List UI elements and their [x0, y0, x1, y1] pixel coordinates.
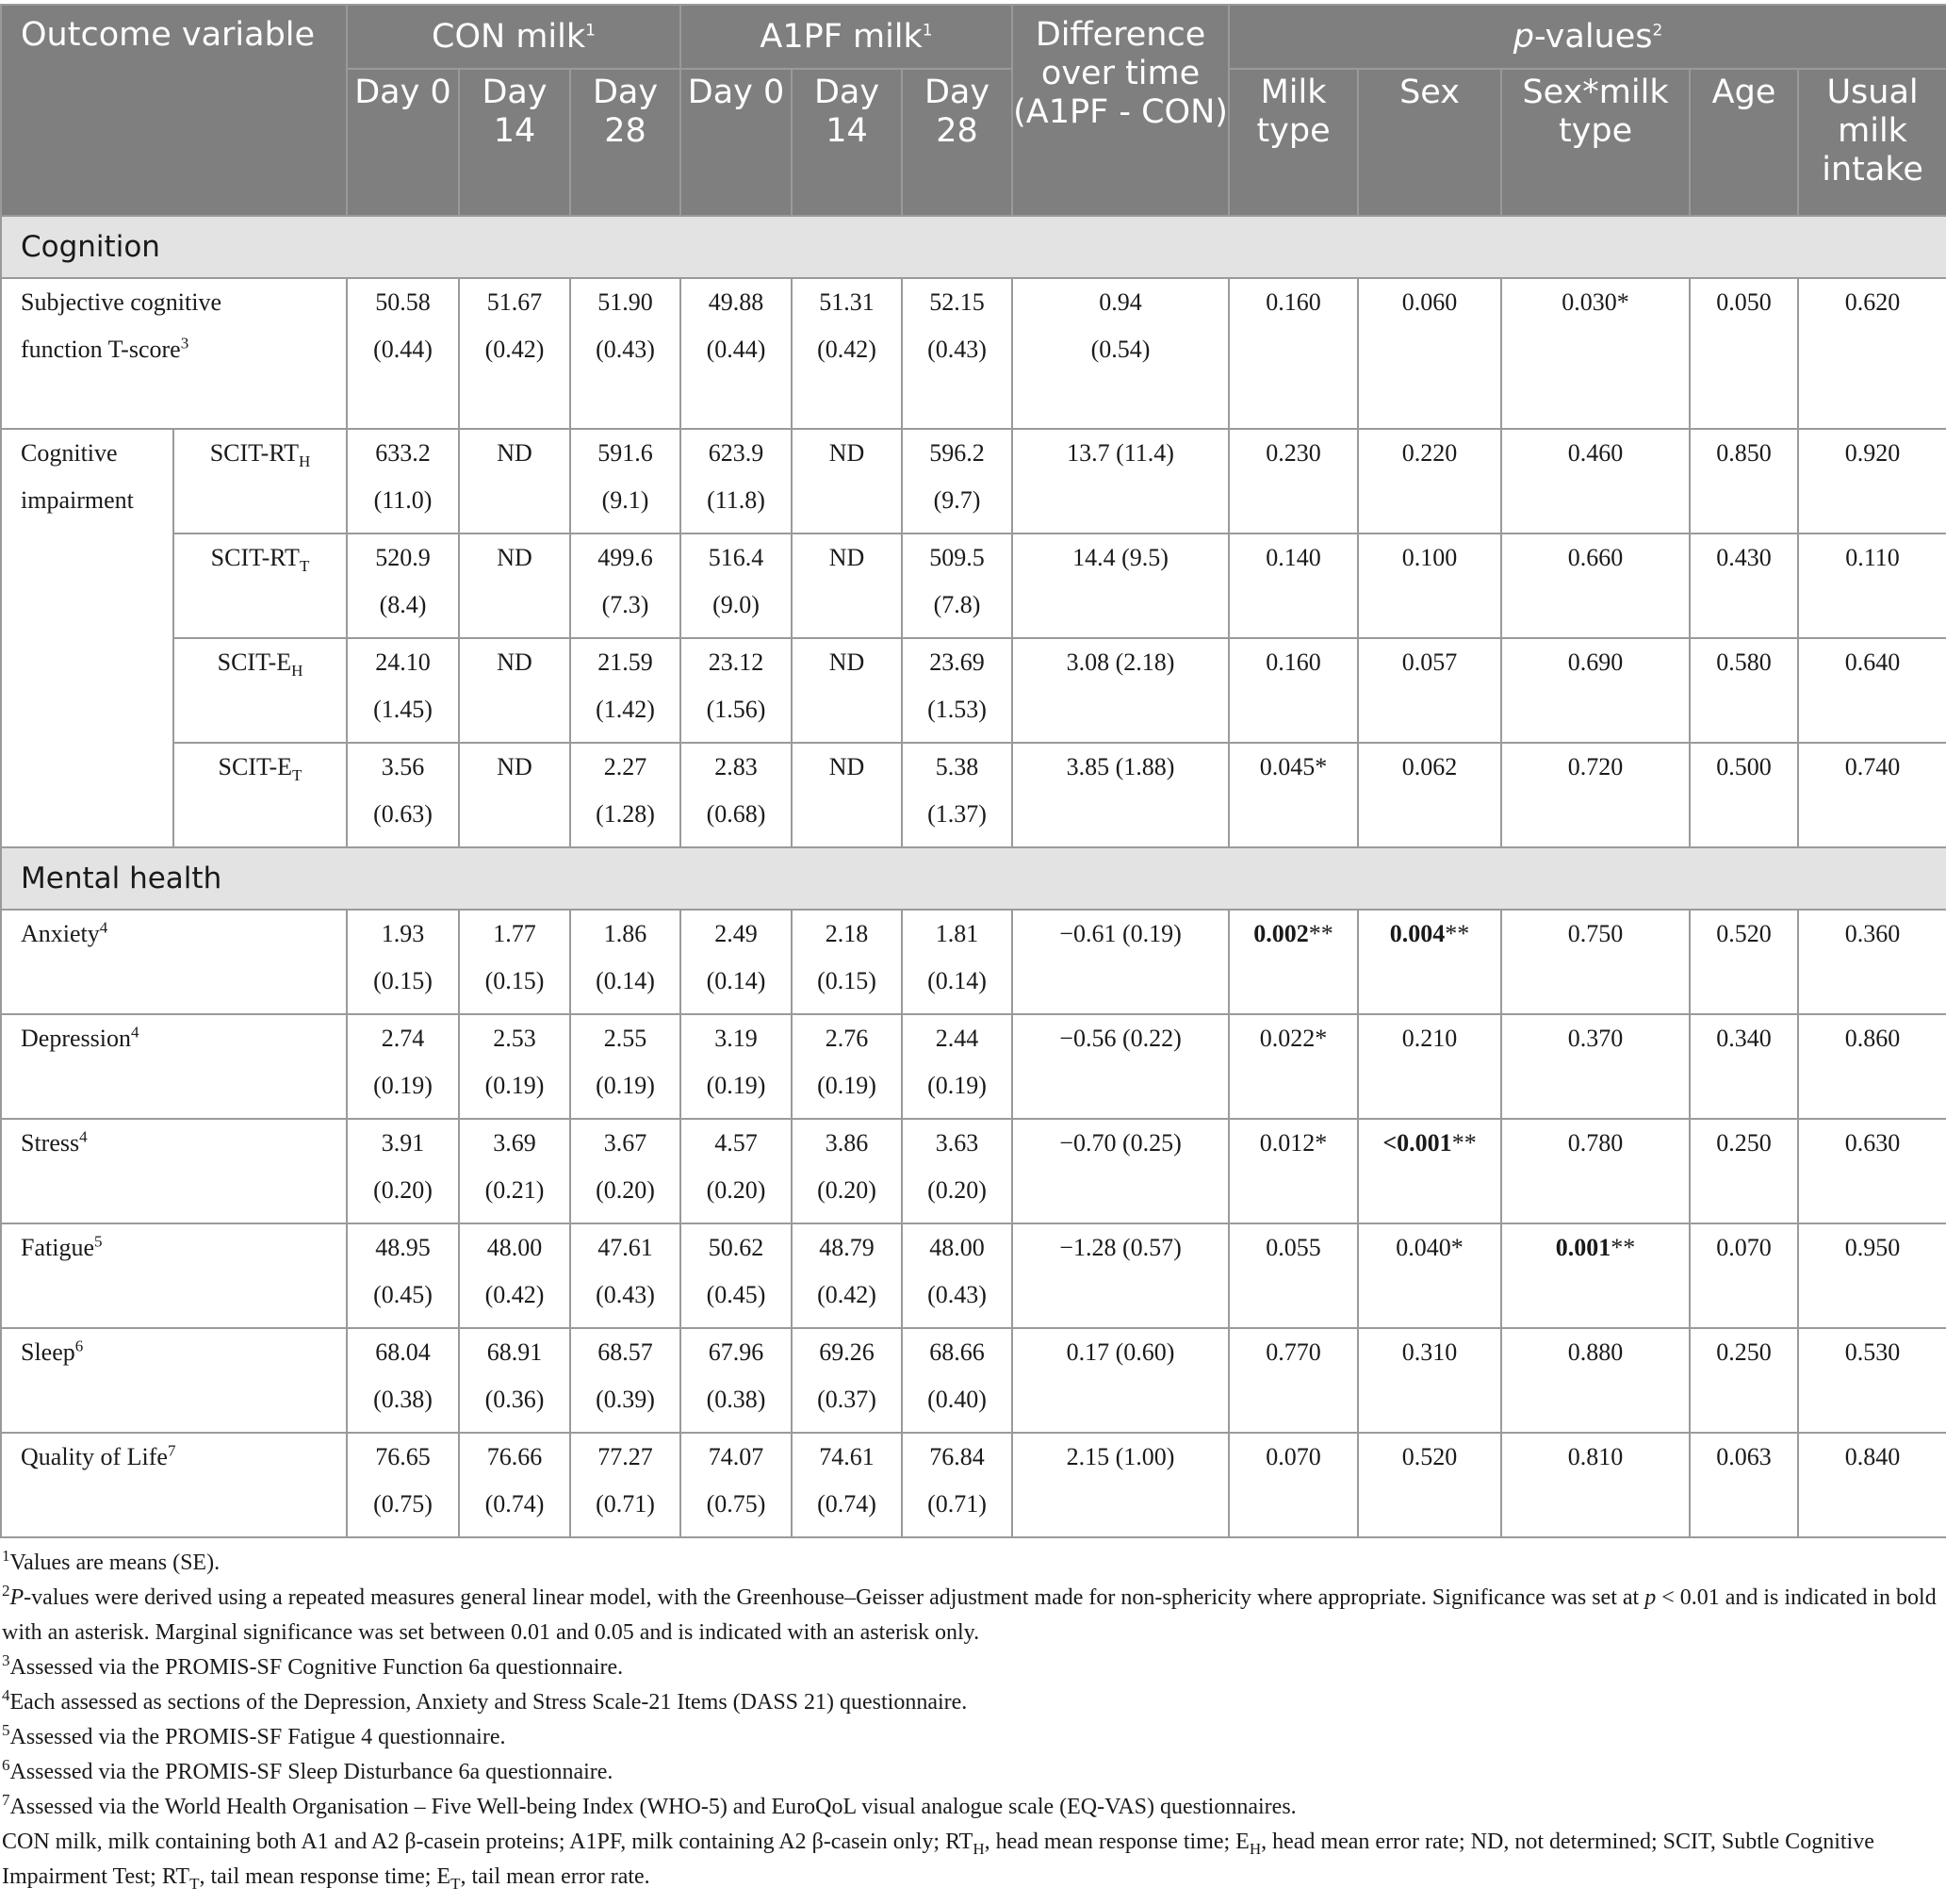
- table-cell: 3.08 (2.18): [1012, 638, 1229, 743]
- table-cell: 69.26 (0.37): [792, 1328, 902, 1433]
- footnote-1: $^1$Values are means (SE).: [2, 1547, 221, 1575]
- table-cell: −1.28 (0.57): [1012, 1223, 1229, 1328]
- table-cell: −0.61 (0.19): [1012, 910, 1229, 1014]
- table-cell: ND: [459, 533, 570, 638]
- header-difference: Difference over time (A1PF - CON): [1012, 5, 1229, 216]
- table-cell: 0.040*: [1358, 1223, 1501, 1328]
- table-cell: 0.160: [1229, 278, 1358, 429]
- table-cell: 48.95 (0.45): [347, 1223, 459, 1328]
- table-cell: 0.310: [1358, 1328, 1501, 1433]
- table-cell: 516.4 (9.0): [680, 533, 792, 638]
- table-cell: 0.780: [1501, 1119, 1690, 1223]
- table-cell: 499.6 (7.3): [570, 533, 680, 638]
- table-cell: 0.012*: [1229, 1119, 1358, 1223]
- footnote-3: $^3$Assessed via the PROMIS-SF Cognitive Function 6a questionnaire.: [2, 1651, 624, 1680]
- table-cell: 3.91 (0.20): [347, 1119, 459, 1223]
- table-cell: 0.620: [1798, 278, 1946, 429]
- table-cell: −0.70 (0.25): [1012, 1119, 1229, 1223]
- table-cell: 0.94 (0.54): [1012, 278, 1229, 429]
- table-cell: 0.850: [1690, 429, 1798, 533]
- table-cell: 52.15 (0.43): [902, 278, 1012, 429]
- table-cell: 0.17 (0.60): [1012, 1328, 1229, 1433]
- row-label: Fatigue$^5$: [1, 1223, 347, 1328]
- row-group-label: Cognitive impairment: [1, 429, 173, 847]
- table-cell: 3.69 (0.21): [459, 1119, 570, 1223]
- table-cell: 0.002**: [1229, 910, 1358, 1014]
- table-cell: ND: [792, 429, 902, 533]
- row-sublabel: SCIT-$E_H$: [173, 638, 347, 743]
- table-cell: 23.69 (1.53): [902, 638, 1012, 743]
- table-cell: 68.91 (0.36): [459, 1328, 570, 1433]
- table-cell: 68.57 (0.39): [570, 1328, 680, 1433]
- row-label: Stress$^4$: [1, 1119, 347, 1223]
- table-cell: 1.86 (0.14): [570, 910, 680, 1014]
- table-cell: 520.9 (8.4): [347, 533, 459, 638]
- table-cell: 0.360: [1798, 910, 1946, 1014]
- table-cell: 0.370: [1501, 1014, 1690, 1119]
- table-row: [1, 743, 1946, 847]
- table-cell: 0.520: [1690, 910, 1798, 1014]
- table-cell: 51.31 (0.42): [792, 278, 902, 429]
- footnote-6: $^6$Assessed via the PROMIS-SF Sleep Disturbance 6a questionnaire.: [2, 1756, 613, 1784]
- table-cell: 76.66 (0.74): [459, 1433, 570, 1537]
- table-cell: 0.530: [1798, 1328, 1946, 1433]
- table-cell: 0.057: [1358, 638, 1501, 743]
- row-sublabel: SCIT-$E_T$: [173, 743, 347, 847]
- table-cell: 68.04 (0.38): [347, 1328, 459, 1433]
- section-cognition: Cognition: [1, 216, 1946, 278]
- table-cell: 0.580: [1690, 638, 1798, 743]
- table-cell: 0.001**: [1501, 1223, 1690, 1328]
- table-cell: 50.62 (0.45): [680, 1223, 792, 1328]
- table-cell: 0.740: [1798, 743, 1946, 847]
- table-cell: ND: [792, 638, 902, 743]
- table-cell: 0.060: [1358, 278, 1501, 429]
- table-cell: 0.920: [1798, 429, 1946, 533]
- table-cell: 1.77 (0.15): [459, 910, 570, 1014]
- header-con-milk: CON milk$^1$: [347, 5, 680, 69]
- table-cell: 0.640: [1798, 638, 1946, 743]
- table-cell: 3.63 (0.20): [902, 1119, 1012, 1223]
- header-age: Age: [1690, 69, 1798, 216]
- row-label: Anxiety$^4$: [1, 910, 347, 1014]
- table-cell: 0.660: [1501, 533, 1690, 638]
- footnote-7: $^7$Assessed via the World Health Organisation – Five Well-being Index (WHO-5) and EuroQoL visual analogue scale (EQ-VAS) questionnaires.: [2, 1791, 1297, 1819]
- header-p-values: p-values$^2$: [1229, 5, 1946, 69]
- table-row: [1, 429, 1946, 533]
- row-sublabel: SCIT-$RT_T$: [173, 533, 347, 638]
- table-cell: 50.58 (0.44): [347, 278, 459, 429]
- table-cell: ND: [459, 429, 570, 533]
- table-cell: 0.070: [1229, 1433, 1358, 1537]
- table-cell: 2.15 (1.00): [1012, 1433, 1229, 1537]
- table-cell: 0.840: [1798, 1433, 1946, 1537]
- header-sex-milk-type: Sex*milk type: [1501, 69, 1690, 216]
- row-label: Quality of Life$^7$: [1, 1433, 347, 1537]
- header-a1pf-day28: Day 28: [902, 69, 1012, 216]
- table-cell: 0.230: [1229, 429, 1358, 533]
- table-cell: 3.56 (0.63): [347, 743, 459, 847]
- header-sex: Sex: [1358, 69, 1501, 216]
- table-cell: 51.90 (0.43): [570, 278, 680, 429]
- table-cell: 0.250: [1690, 1328, 1798, 1433]
- table-row: [1, 1014, 1946, 1119]
- table-cell: 3.67 (0.20): [570, 1119, 680, 1223]
- table-cell: 0.720: [1501, 743, 1690, 847]
- table-cell: 633.2 (11.0): [347, 429, 459, 533]
- table-cell: 0.070: [1690, 1223, 1798, 1328]
- table-cell: 76.65 (0.75): [347, 1433, 459, 1537]
- table-cell: 3.86 (0.20): [792, 1119, 902, 1223]
- header-con-day14: Day 14: [459, 69, 570, 216]
- table-cell: 509.5 (7.8): [902, 533, 1012, 638]
- row-sublabel: SCIT-$RT_H$: [173, 429, 347, 533]
- table-cell: 0.630: [1798, 1119, 1946, 1223]
- table-cell: 0.063: [1690, 1433, 1798, 1537]
- table-cell: 13.7 (11.4): [1012, 429, 1229, 533]
- table-row: [1, 1328, 1946, 1433]
- table-cell: 51.67 (0.42): [459, 278, 570, 429]
- table-row: [1, 533, 1946, 638]
- table-cell: 0.810: [1501, 1433, 1690, 1537]
- footnote-4: $^4$Each assessed as sections of the Depression, Anxiety and Stress Scale-21 Items (DASS 21) questionnaire.: [2, 1686, 968, 1715]
- table-cell: 596.2 (9.7): [902, 429, 1012, 533]
- table-cell: 0.520: [1358, 1433, 1501, 1537]
- header-a1pf-milk: A1PF milk$^1$: [680, 5, 1012, 69]
- table-cell: ND: [459, 638, 570, 743]
- table-row: [1, 1223, 1946, 1328]
- table-cell: ND: [792, 743, 902, 847]
- table-row: [1, 910, 1946, 1014]
- table-row: [1, 1433, 1946, 1537]
- table-cell: 0.500: [1690, 743, 1798, 847]
- table-cell: 77.27 (0.71): [570, 1433, 680, 1537]
- table-cell: 2.74 (0.19): [347, 1014, 459, 1119]
- table-cell: 48.00 (0.43): [902, 1223, 1012, 1328]
- table-cell: 21.59 (1.42): [570, 638, 680, 743]
- table-cell: 0.140: [1229, 533, 1358, 638]
- table-cell: 0.880: [1501, 1328, 1690, 1433]
- footnote-abbreviations: CON milk, milk containing both A1 and A2 β-casein proteins; A1PF, milk containing A2 β-casein only; $RT_H$, head mean response time; $E_H$, head mean error rate; ND, not determined; SCIT, Subtle Cognitive Impairment Test; $RT_T$, tail mean response time; $E_T$, tail mean error rate.: [2, 1830, 1874, 1893]
- table-cell: 0.030*: [1501, 278, 1690, 429]
- table-cell: 623.9 (11.8): [680, 429, 792, 533]
- table-cell: 2.55 (0.19): [570, 1014, 680, 1119]
- table-cell: 23.12 (1.56): [680, 638, 792, 743]
- table-cell: 0.950: [1798, 1223, 1946, 1328]
- table-cell: 0.022*: [1229, 1014, 1358, 1119]
- table-cell: 0.860: [1798, 1014, 1946, 1119]
- table-cell: 2.18 (0.15): [792, 910, 902, 1014]
- table-cell: 1.93 (0.15): [347, 910, 459, 1014]
- table-cell: 2.83 (0.68): [680, 743, 792, 847]
- footnote-5: $^5$Assessed via the PROMIS-SF Fatigue 4 questionnaire.: [2, 1721, 506, 1749]
- table-cell: 2.53 (0.19): [459, 1014, 570, 1119]
- table-cell: 24.10 (1.45): [347, 638, 459, 743]
- header-con-day0: Day 0: [347, 69, 459, 216]
- header-a1pf-day0: Day 0: [680, 69, 792, 216]
- table-row: [1, 1119, 1946, 1223]
- table-cell: 0.045*: [1229, 743, 1358, 847]
- table-cell: 0.460: [1501, 429, 1690, 533]
- header-milk-type: Milk type: [1229, 69, 1358, 216]
- results-table: [0, 4, 1946, 1538]
- table-cell: 0.210: [1358, 1014, 1501, 1119]
- table-cell: 0.690: [1501, 638, 1690, 743]
- table-cell: 3.85 (1.88): [1012, 743, 1229, 847]
- table-cell: 591.6 (9.1): [570, 429, 680, 533]
- table-cell: 2.49 (0.14): [680, 910, 792, 1014]
- table-footnotes: [0, 1538, 1943, 1895]
- table-cell: 3.19 (0.19): [680, 1014, 792, 1119]
- table-cell: 67.96 (0.38): [680, 1328, 792, 1433]
- table-cell: 76.84 (0.71): [902, 1433, 1012, 1537]
- table-cell: 0.055: [1229, 1223, 1358, 1328]
- header-outcome-variable: Outcome variable: [1, 5, 347, 216]
- table-cell: 0.110: [1798, 533, 1946, 638]
- table-cell: 0.770: [1229, 1328, 1358, 1433]
- table-cell: <0.001**: [1358, 1119, 1501, 1223]
- table-cell: 14.4 (9.5): [1012, 533, 1229, 638]
- table-cell: 0.220: [1358, 429, 1501, 533]
- section-mental-health: Mental health: [1, 847, 1946, 910]
- table-cell: ND: [459, 743, 570, 847]
- table-cell: 48.00 (0.42): [459, 1223, 570, 1328]
- table-cell: 4.57 (0.20): [680, 1119, 792, 1223]
- table-cell: 48.79 (0.42): [792, 1223, 902, 1328]
- table-cell: 0.340: [1690, 1014, 1798, 1119]
- table-cell: 74.61 (0.74): [792, 1433, 902, 1537]
- header-a1pf-day14: Day 14: [792, 69, 902, 216]
- header-con-day28: Day 28: [570, 69, 680, 216]
- table-cell: 0.062: [1358, 743, 1501, 847]
- header-usual-milk-intake: Usual milk intake: [1798, 69, 1946, 216]
- table-cell: 0.750: [1501, 910, 1690, 1014]
- table-cell: 68.66 (0.40): [902, 1328, 1012, 1433]
- table-cell: 0.100: [1358, 533, 1501, 638]
- table-cell: 0.250: [1690, 1119, 1798, 1223]
- table-cell: 0.004**: [1358, 910, 1501, 1014]
- footnote-2: $^2$P-values were derived using a repeated measures general linear model, with the Greenhouse–Geisser adjustment made for non-sphericity where appropriate. Significance was set at p < 0.01 and is indicated in bold with an asterisk. Marginal significance was set between 0.01 and 0.05 and is indicated with an asterisk only.: [2, 1582, 1937, 1645]
- table-row: [1, 278, 1946, 429]
- table-cell: 0.430: [1690, 533, 1798, 638]
- table-cell: −0.56 (0.22): [1012, 1014, 1229, 1119]
- table-cell: 2.27 (1.28): [570, 743, 680, 847]
- table-cell: 1.81 (0.14): [902, 910, 1012, 1014]
- table-cell: 47.61 (0.43): [570, 1223, 680, 1328]
- row-label: Subjective cognitive function T-score$^3$: [1, 278, 347, 429]
- row-label: Sleep$^6$: [1, 1328, 347, 1433]
- row-label: Depression$^4$: [1, 1014, 347, 1119]
- table-cell: 74.07 (0.75): [680, 1433, 792, 1537]
- table-cell: 5.38 (1.37): [902, 743, 1012, 847]
- table-cell: 49.88 (0.44): [680, 278, 792, 429]
- table-cell: 0.050: [1690, 278, 1798, 429]
- table-row: [1, 638, 1946, 743]
- table-cell: 2.44 (0.19): [902, 1014, 1012, 1119]
- table-cell: 0.160: [1229, 638, 1358, 743]
- table-figure: [0, 4, 1946, 1895]
- table-cell: 2.76 (0.19): [792, 1014, 902, 1119]
- table-cell: ND: [792, 533, 902, 638]
